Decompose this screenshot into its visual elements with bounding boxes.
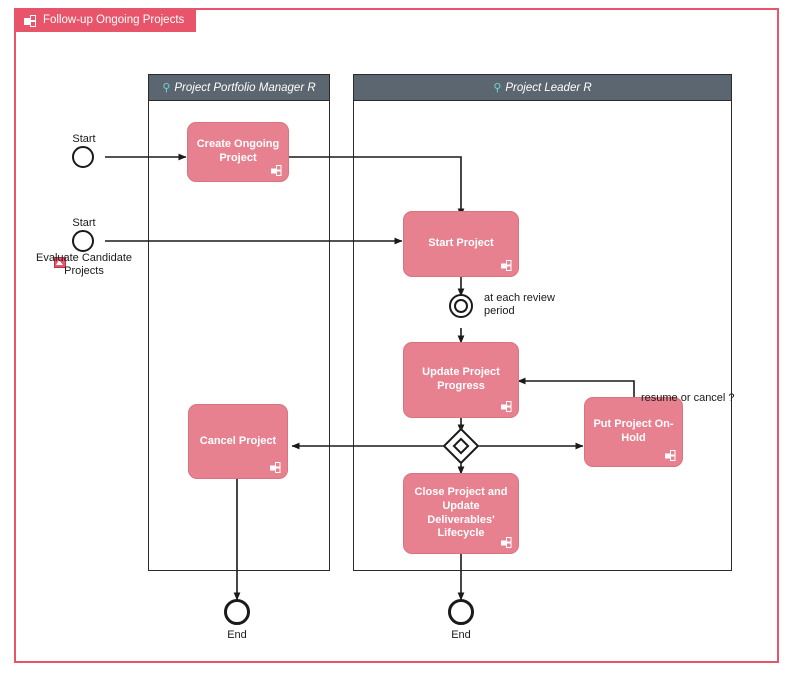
- subprocess-marker-icon: [501, 537, 512, 548]
- subprocess-marker-icon: [271, 165, 282, 176]
- subprocess-marker-icon: [501, 401, 512, 412]
- task-put-project-on-hold-label: Put Project On-Hold: [593, 418, 674, 444]
- task-update-project-progress-label: Update Project Progress: [422, 366, 500, 392]
- end-event-1[interactable]: [224, 599, 250, 625]
- pool-header-project-leader: [354, 75, 731, 101]
- role-pin-icon: ⚲: [162, 82, 171, 94]
- start-event-1-label: Start: [72, 133, 96, 145]
- task-put-project-on-hold[interactable]: [584, 397, 683, 467]
- annotation-resume-or-cancel: resume or cancel ?: [641, 392, 735, 404]
- process-icon: [24, 14, 37, 27]
- pool-label-project-portfolio-manager: Project Portfolio Manager R: [174, 81, 316, 94]
- task-close-project-label: Close Project and Update Deliverables' Lifecycle: [414, 486, 508, 540]
- task-create-ongoing-project-label: Create Ongoing Project: [196, 138, 280, 164]
- task-cancel-project-label: Cancel Project: [199, 434, 277, 447]
- subprocess-marker-icon: [270, 462, 281, 473]
- task-update-project-progress[interactable]: [403, 342, 519, 418]
- annotation-evaluate-candidate-projects: Evaluate Candidate Projects: [35, 252, 132, 278]
- start-event-1[interactable]: [72, 146, 94, 168]
- end-event-1-label: End: [227, 629, 247, 641]
- task-close-project[interactable]: [403, 473, 519, 554]
- start-event-2[interactable]: [72, 230, 94, 252]
- subprocess-marker-icon: [501, 260, 512, 271]
- end-event-2[interactable]: [448, 599, 474, 625]
- task-cancel-project[interactable]: [188, 404, 288, 479]
- task-create-ongoing-project[interactable]: [187, 122, 289, 182]
- timer-event-label: at each review period: [484, 292, 555, 318]
- task-start-project-label: Start Project: [428, 237, 494, 250]
- pool-label-project-leader: Project Leader R: [505, 81, 592, 94]
- subprocess-marker-icon: [665, 450, 676, 461]
- pool-header-project-portfolio-manager: [149, 75, 329, 101]
- task-start-project[interactable]: [403, 211, 519, 277]
- diagram-frame-title-tab[interactable]: [14, 8, 196, 32]
- role-pin-icon: ⚲: [493, 82, 502, 94]
- start-event-2-label: Start: [72, 217, 96, 229]
- diagram-frame-title: Follow-up Ongoing Projects: [43, 14, 185, 26]
- end-event-2-label: End: [451, 629, 471, 641]
- timer-event-review-period[interactable]: [449, 294, 473, 318]
